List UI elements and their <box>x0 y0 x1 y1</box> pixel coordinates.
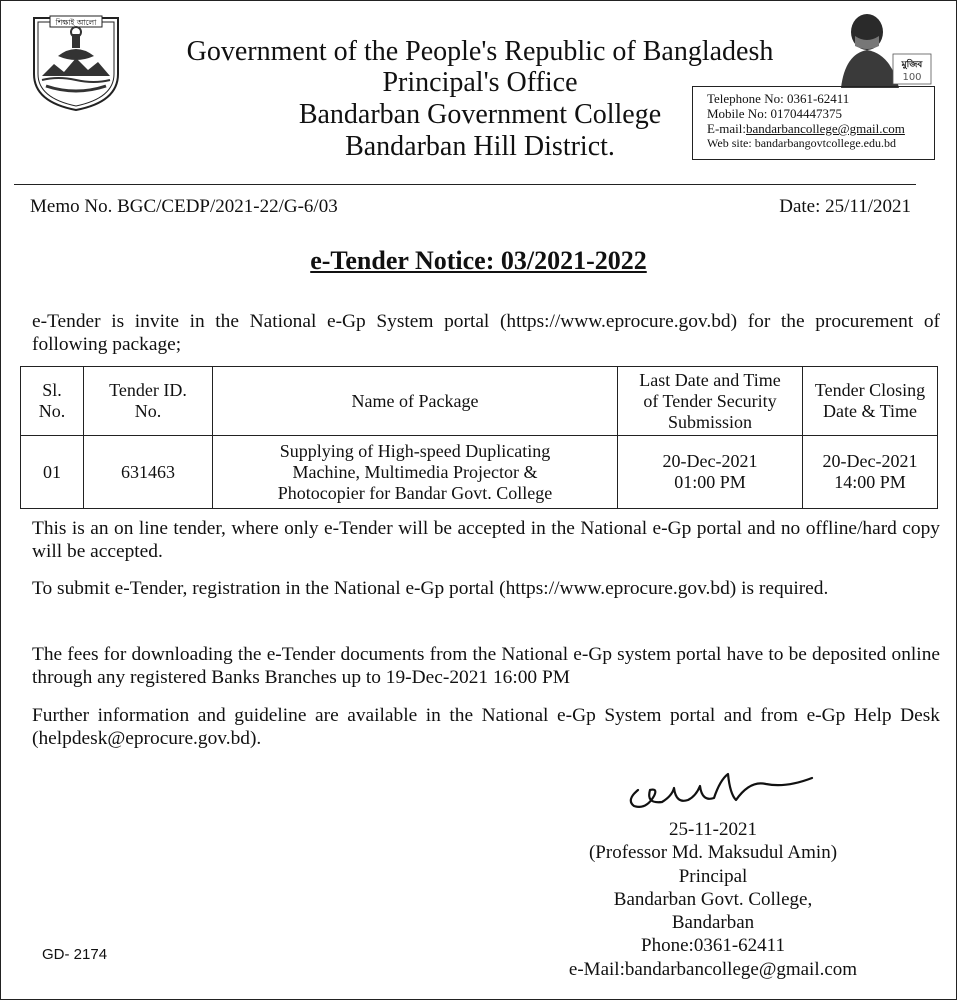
header-tender-id: Tender ID. No. <box>84 367 213 436</box>
online-tender-paragraph: This is an on line tender, where only e-Tender will be accepted in the National e-Gp portal and no offline/hard copy will be accepted. <box>32 518 940 562</box>
table-row <box>21 436 938 509</box>
signatory-name: (Professor Md. Maksudul Amin) <box>588 842 838 864</box>
memo-number: Memo No. BGC/CEDP/2021-22/G-6/03 <box>30 196 338 217</box>
signatory-email[interactable]: e-Mail:bandarbancollege@gmail.com <box>568 958 858 980</box>
contact-email-label: E-mail: <box>707 121 746 136</box>
cell-security-submission: 20-Dec-2021 01:00 PM <box>618 436 803 509</box>
registration-paragraph: To submit e-Tender, registration in the National e-Gp portal (https://www.eprocure.gov.bd) is required. <box>32 578 829 599</box>
contact-mobile: Mobile No: 01704447375 <box>707 106 843 121</box>
signatory-phone: Phone:0361-62411 <box>641 935 785 957</box>
signatory-institution: Bandarban Govt. College, <box>613 888 813 910</box>
header-closing-date: Tender Closing Date & Time <box>803 367 938 436</box>
contact-email-link[interactable]: bandarbancollege@gmail.com <box>746 121 905 136</box>
signature-block <box>528 818 898 981</box>
header-line-office: Principal's Office <box>382 67 578 98</box>
contact-email-row <box>707 121 934 136</box>
helpdesk-paragraph: Further information and guideline are available in the National e-Gp System portal and from e-Gp Help Desk (helpdesk@eprocure.gov.bd). <box>32 705 940 749</box>
contact-website[interactable]: Web site: bandarbangovtcollege.edu.bd <box>707 136 896 150</box>
contact-telephone: Telephone No: 0361-62411 <box>707 91 850 106</box>
signatory-title: Principal <box>678 865 748 887</box>
intro-paragraph: e-Tender is invite in the National e-Gp System portal (https://www.eprocure.gov.bd) for the procurement of following package; <box>32 311 940 355</box>
header-divider <box>14 184 916 185</box>
cell-tender-id: 631463 <box>84 436 213 509</box>
principal-signature <box>616 760 826 814</box>
contact-box <box>692 86 935 160</box>
header-line-district: Bandarban Hill District. <box>345 131 615 162</box>
header-line-college: Bandarban Government College <box>298 99 662 130</box>
notice-title: e-Tender Notice: 03/2021-2022 <box>310 246 647 275</box>
cell-package-name: Supplying of High-speed Duplicating Machine, Multimedia Projector & Photocopier for Bandar Govt. College <box>213 436 618 509</box>
cell-sl-no: 01 <box>21 436 84 509</box>
tender-table <box>20 366 938 509</box>
fees-paragraph: The fees for downloading the e-Tender documents from the National e-Gp system portal have to be deposited online through any registered Banks Branches up to 19-Dec-2021 16:00 PM <box>32 644 940 688</box>
footer-code: GD- 2174 <box>42 946 108 963</box>
college-logo-icon <box>28 12 124 112</box>
mujib-100-emblem-icon <box>833 10 933 88</box>
header-sl-no: Sl. No. <box>21 367 84 436</box>
signature-date: 25-11-2021 <box>669 819 757 840</box>
table-header-row <box>21 367 938 436</box>
svg-text:মুজিব: মুজিব <box>901 60 923 70</box>
memo-date: Date: 25/11/2021 <box>779 196 911 217</box>
header-security-submission: Last Date and Time of Tender Security Submission <box>618 367 803 436</box>
cell-closing-date: 20-Dec-2021 14:00 PM <box>803 436 938 509</box>
header-line-government: Government of the People's Republic of Bangladesh <box>186 36 774 67</box>
svg-text:শিক্ষাই আলো: শিক্ষাই আলো <box>55 18 97 27</box>
svg-text:100: 100 <box>902 72 922 83</box>
header-package-name: Name of Package <box>213 367 618 436</box>
signatory-city: Bandarban <box>671 912 755 934</box>
